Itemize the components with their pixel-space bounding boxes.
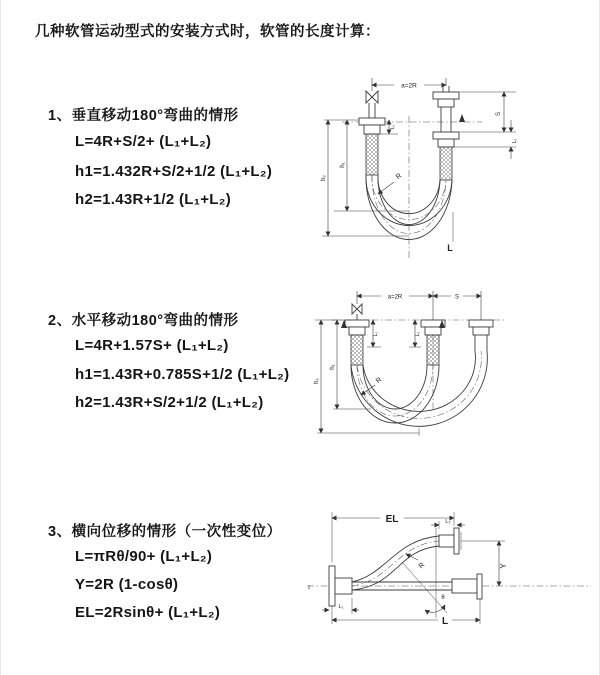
section-2-formula-L: L=4R+1.57S+ (L₁+L₂): [75, 337, 229, 354]
dim-s: [433, 291, 481, 301]
dim-label-l: L: [441, 616, 449, 627]
dim-label-r: R: [374, 376, 384, 386]
middle-pipe-fitting: [421, 291, 445, 365]
section-1-formula-h2: h2=1.43R+1/2 (L₁+L₂): [75, 191, 232, 208]
dim-label-h2: h₂: [314, 378, 320, 384]
weld-mark: z: [308, 584, 311, 591]
left-pipe-fitting: [341, 291, 369, 365]
dim-h1-h2: [314, 320, 419, 433]
section-2-formula-h1: h1=1.43R+0.785S+1/2 (L₁+L₂): [75, 366, 290, 383]
section-2-heading: 2、水平移动180°弯曲的情形: [48, 313, 239, 329]
right-pipe-fittings: [433, 78, 465, 180]
dim-label-h1: h₁: [330, 364, 336, 370]
dim-label-h1: h₁: [340, 162, 346, 168]
section-3-formula-Y: Y=2R (1-cosθ): [75, 576, 179, 593]
valve-icon: [366, 91, 378, 103]
diagram-horizontal-movement: [309, 283, 594, 473]
dim-label-r: R: [394, 172, 404, 182]
left-flange: [329, 566, 352, 606]
length-label: [447, 212, 453, 253]
dim-label-theta: θ: [441, 595, 445, 601]
dim-label-l2: L₂: [415, 331, 421, 337]
straight-hose: [352, 574, 482, 599]
dim-label-l2: L₂: [445, 519, 451, 525]
valve-icon: [352, 304, 362, 314]
centerlines: [342, 116, 482, 260]
dim-s-l2: [454, 92, 518, 159]
section-3-formula-EL: EL=2Rsinθ+ (L₁+L₂): [75, 604, 221, 621]
dim-label-s: S: [454, 294, 460, 301]
dim-label-a2r: a=2R: [387, 294, 403, 301]
diagram-lateral-displacement: [299, 498, 599, 663]
right-pipe-fitting: [469, 291, 493, 351]
hose-arcs: [351, 351, 487, 436]
movement-up-arrow: [459, 114, 465, 122]
diagram-vertical-movement: [314, 70, 554, 265]
dim-label-r: R: [417, 561, 427, 571]
dim-el: [332, 512, 454, 562]
dim-label-l1: L₁: [390, 124, 396, 130]
radius-leader: [406, 554, 426, 570]
dim-label-l1: L₁: [373, 331, 379, 337]
dim-a2r: [372, 80, 446, 90]
dim-label-y: Y: [499, 563, 508, 569]
section-1-heading: 1、垂直移动180°弯曲的情形: [48, 108, 239, 124]
left-pipe-fitting: [359, 78, 385, 175]
dim-l2: [409, 320, 421, 347]
dim-l1: [322, 598, 359, 614]
dim-label-s: S: [496, 111, 502, 117]
section-3-formula-L: L=πRθ/90+ (L₁+L₂): [75, 548, 213, 565]
dim-l: [332, 599, 480, 627]
dim-label-a2r: a=2R: [401, 82, 417, 90]
dim-a2r: [357, 291, 433, 301]
section-2-formula-h2: h2=1.43R+S/2+1/2 (L₁+L₂): [75, 394, 264, 411]
radius-leader: [378, 173, 403, 194]
dim-label-l: L: [447, 243, 453, 253]
page-title: 几种软管运动型式的安装方式时，软管的长度计算：: [35, 24, 380, 40]
displaced-hose: [352, 528, 461, 590]
section-1-formula-h1: h1=1.432R+S/2+1/2 (L₁+L₂): [75, 163, 273, 180]
dim-label-el: EL: [385, 514, 399, 525]
dim-l2: [431, 519, 465, 529]
section-1-formula-L: L=4R+S/2+ (L₁+L₂): [75, 133, 212, 150]
dim-label-l1: L₁: [338, 604, 344, 610]
dim-label-l2: L₂: [512, 138, 518, 144]
section-3-heading: 3、横向位移的情形（一次性变位）: [48, 524, 282, 540]
dim-label-h2: h₂: [321, 175, 327, 181]
